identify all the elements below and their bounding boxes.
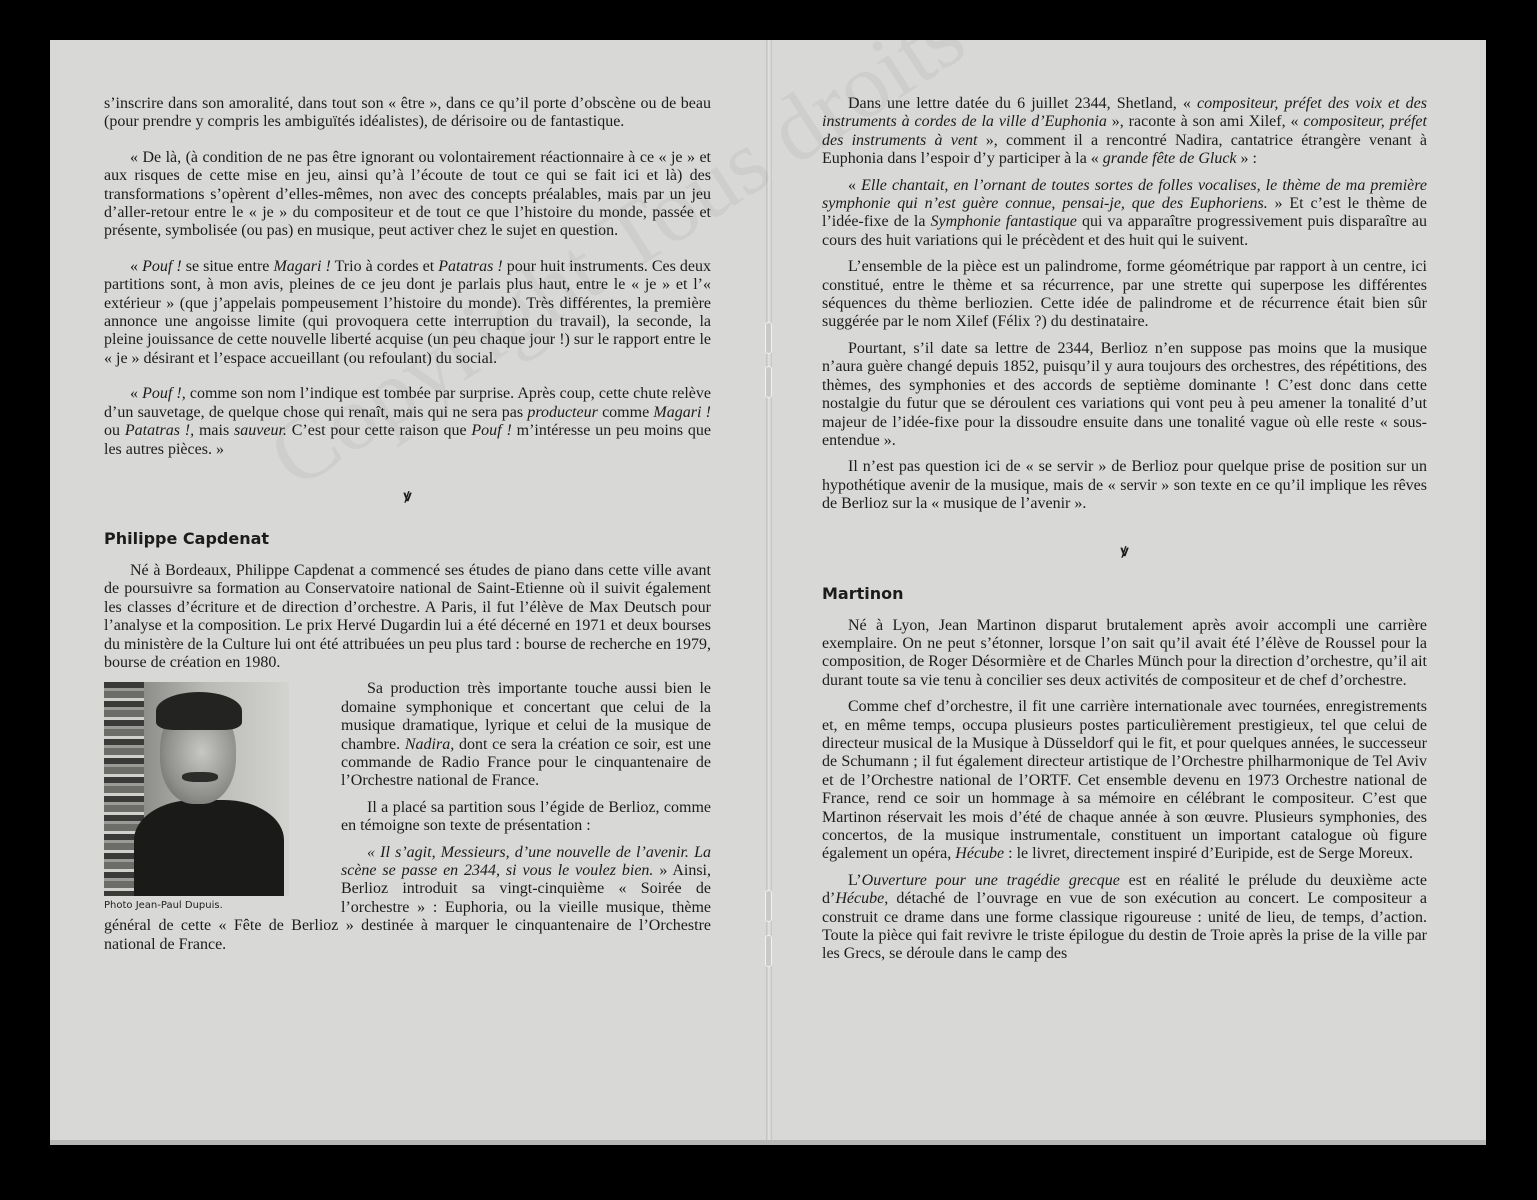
left-paragraph-4: « Pouf !, comme son nom l’indique est tombée par surprise. Après coup, cette chute relève d’un sauvetage, de quelque chose qui renaît, mais qui ne sera pas producteur comme Magari ! ou Patatras !, mais sauveur. C’est pour cette raison que Pouf ! m’intéresse un peu moins que les autres pièces. » xyxy=(104,385,712,458)
right-paragraph-3: L’ensemble de la pièce est un palindrome, forme géométrique par rapport à un centre, ici constitué, entre le thème et sa récurrence, par une strette qui superpose les différentes séquences du thème berliozien. Cette idée de palindrome et de récurrence était bien sûr suggérée par le nom Xilef (Félix ?) du destinataire. xyxy=(822,258,1427,331)
left-paragraph-1: s’inscrire dans son amoralité, dans tout son « être », dans ce qu’il porte d’obscène ou de beau (pour prendre y compris les ambiguïtés idéalistes), de dérisoire ou de fantastique. xyxy=(104,95,711,131)
left-paragraph-6: Sa production très importante touche aussi bien le domaine symphonique et concertant que celui de la musique dramatique, lyrique et celui de la musique de chambre. Nadira, dont ce sera la création ce soir, est une commande de Radio France pour le cinquantenaire de l’Orchestre national de France. xyxy=(341,680,711,790)
right-paragraph-8: L’Ouverture pour une tragédie grecque est en réalité le prélude du deuxième acte d’Hécube, détaché de l’ouvrage en vue de son exécution au concert. Le compositeur a construit ce drame dans une forme classique rigoureuse : unité de lieu, de temps, d’action. Toute la pièce qui fait revivre le triste épilogue du destin de Troie après la prise de la ville par les Grecs, se déroule dans le camp des xyxy=(822,871,1428,963)
right-paragraph-4: Pourtant, s’il date sa lettre de 2344, Berlioz n’en suppose pas moins que la musique n’aura guère changé depuis 1852, puisqu’il y aura toujours des orchestres, des répétitions, des thèmes, des symphonies et des accords de septième dominante ! C’est donc dans cette nostalgie du futur que se déroulent ces variations qui vont peu à peu amener la tonalité d’ut majeur de l’idée-fixe pour la dissoudre ensuite dans une tonalité vague où elle reste « sous-entendue ». xyxy=(822,339,1427,449)
portrait-figure xyxy=(104,682,289,911)
left-paragraph-7: Il a placé sa partition sous l’égide de Berlioz, comme en témoigne son texte de présentation : xyxy=(341,798,711,835)
portrait-photo xyxy=(104,682,289,896)
left-paragraph-5: Né à Bordeaux, Philippe Capdenat a commencé ses études de piano dans cette ville avant de poursuivre sa formation au Conservatoire national de Saint-Etienne où il suivit également les classes d’écriture et de direction d’orchestre. A Paris, il fut l’élève de Max Deutsch pour l’analyse et la composition. Le prix Hervé Dugardin lui a été décerné en 1971 et deux bourses du ministère de la Culture lui ont été attribuées un peu plus tard : bourse de recherche en 1979, bourse de création en 1980. xyxy=(104,561,711,671)
staple-bottom-lower xyxy=(765,935,772,967)
left-paragraph-8: « Il s’agit, Messieurs, d’une nouvelle de l’avenir. La scène se passe en 2344, si vous le voulez bien. » Ainsi, Berlioz introduit sa vingt-cinquième « Soirée de l’orchestre » : Euphoria, ou la vieille musique, thème général de cette « Fête de Berlioz » destinée à marquer le cinquantenaire de l’Orchestre national de France. xyxy=(104,843,711,953)
right-paragraph-1: Dans une lettre datée du 6 juillet 2344, Shetland, « compositeur, préfet des voix et des instruments à cordes de la ville d’Euphonia », raconte à son ami Xilef, « compositeur, préfet des instruments à vent », comment il a rencontré Nadira, cantatrice étrangère venant à Euphonia dans l’espoir d’y participer à la « grande fête de Gluck » : xyxy=(822,95,1428,168)
photo-section xyxy=(104,680,711,954)
section-heading-capdenat: Philippe Capdenat xyxy=(104,528,270,548)
section-ornament: ꝟ xyxy=(1120,543,1129,560)
right-paragraph-7: Comme chef d’orchestre, il fit une carrière internationale avec tournées, enregistrements et, en même temps, occupa plusieurs postes particulièrement prestigieux, tel que celui de directeur musical de la Musique à Düsseldorf qui le fit, et pour quelques années, le successeur de Schumann ; il fut également directeur artistique de l’Orchestre philharmonique de Tel Aviv et de l’Orchestre national de l’ORTF. Cet ensemble devenu en 1973 Orchestre national de France, rend ce soir un hommage à sa mémoire en célébrant le compositeur. C’est que Martinon réservait les mois d’été de chaque année à son œuvre. Plusieurs symphonies, des concertos, de la musique instrumentale, constituent un important catalogue où figure également un opéra, Hécube : le livret, directement inspiré d’Euripide, est de Serge Moreux. xyxy=(822,698,1427,863)
right-paragraph-6: Né à Lyon, Jean Martinon disparut brutalement après avoir accompli une carrière exemplaire. On ne peut s’étonner, lorsque l’on sait qu’il avait été l’élève de Roussel pour la composition, de Roger Désormière et de Charles Münch pour la direction d’orchestre, qu’il ait durant toute sa vie tenu à concilier ses deux activités de compositeur et de chef d’orchestre. xyxy=(822,616,1427,689)
section-heading-martinon: Martinon xyxy=(822,583,904,603)
staple-top-upper xyxy=(765,322,772,354)
booklet-edge xyxy=(50,1140,1486,1145)
right-paragraph-5: Il n’est pas question ici de « se servir » de Berlioz pour quelque prise de position sur un hypothétique avenir de la musique, mais de « servir » son texte en ce qu’il implique les rêves de Berlioz sur la « musique de l’avenir ». xyxy=(822,458,1427,513)
section-ornament: ꝟ xyxy=(403,488,412,505)
left-paragraph-3: « Pouf ! se situe entre Magari ! Trio à cordes et Patatras ! pour huit instruments. Ces deux partitions sont, à mon avis, pleines de ce jeu dont je parlais plus haut, entre le « je » et l’« extérieur » (que j’appelais pompeusement l’histoire du monde). Très différentes, la première annonce une angoisse limite (qui provoquera cette interruption du travail), la seconde, la pleine jouissance de cette nouvelle liberté acquise (un peu chaque jour !) sur le rapport entre le « je » désirant et l’espace accueillant (ou refoulant) du social. xyxy=(104,257,712,367)
left-page xyxy=(104,95,711,954)
left-paragraph-2: « De là, (à condition de ne pas être ignorant ou volontairement réactionnaire à ce « je » et aux risques de cette mise en jeu, ainsi qu’à l’écoute de tout ce qui se fait ici et là) des transformations s’opèrent d’elles-mêmes, non avec des concepts préalables, mais par un jeu d’aller-retour entre le « je » du compositeur et de tout ce que l’histoire du monde, passée et présente, symbolisée (ou pas) en musique, peut activer chez le sujet en question. xyxy=(104,148,711,240)
staple-top-lower xyxy=(765,366,772,398)
photo-credit: Photo Jean-Paul Dupuis. xyxy=(104,900,223,912)
staple-bottom-upper xyxy=(765,890,772,922)
right-page xyxy=(822,95,1427,964)
right-paragraph-2: « Elle chantait, en l’ornant de toutes sortes de folles vocalises, le thème de ma première symphonie qui n’est guère connue, pensai-je, que des Euphoriens. » Et c’est le thème de l’idée-fixe de la Symphonie fantastique qui va apparaître progressivement puis disparaître au cours des huit variations qui le précèdent et des huit qui le suivent. xyxy=(822,176,1428,249)
booklet-gutter xyxy=(766,40,772,1145)
